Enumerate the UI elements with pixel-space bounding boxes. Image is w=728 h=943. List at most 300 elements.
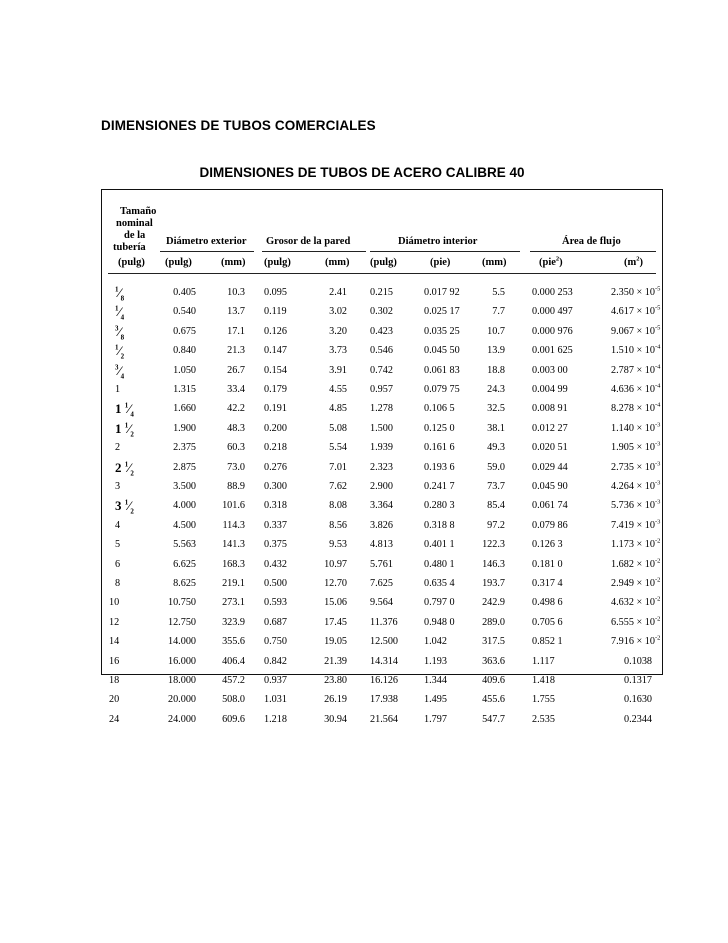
cell-int-mm: 7.7: [492, 306, 505, 318]
cell-ext-mm: 273.1: [222, 597, 245, 609]
cell-int-pie: 1.344: [424, 675, 447, 686]
cell-int-pulg: 1.939: [370, 442, 393, 454]
nominal-whole: 16: [109, 655, 120, 667]
header-rule-interior: [370, 251, 520, 252]
cell-nominal-size: [109, 618, 119, 628]
header-grosor-pared: Grosor de la pared: [266, 236, 351, 247]
area-m2-value: 0.1317: [623, 675, 652, 686]
area-m2-value: 2.787 × 10: [611, 364, 655, 376]
cell-area-m2: [611, 634, 661, 648]
cell-nominal-size: [115, 385, 120, 395]
nominal-denominator: 2: [130, 469, 134, 478]
area-m2-value: 0.1630: [623, 694, 652, 706]
cell-int-pie: 0.241 7: [424, 481, 455, 492]
cell-ext-mm: 114.3: [222, 519, 245, 531]
cell-area-m2: [611, 285, 661, 298]
cell-area-pie: 0.012 27: [532, 422, 568, 434]
cell-int-pie: 0.797 0: [424, 597, 455, 609]
cell-area-m2: [611, 307, 660, 317]
cell-int-mm: 193.7: [482, 578, 505, 589]
cell-int-pulg: 14.314: [370, 655, 399, 667]
cell-int-pie: 1.042: [424, 636, 447, 648]
unit-gros-mm: (mm): [325, 257, 350, 268]
cell-int-mm: 32.5: [487, 403, 505, 415]
cell-area-m2: [611, 404, 660, 414]
area-m2-value: 9.067 × 10: [611, 325, 655, 337]
cell-ext-pulg: 0.540: [173, 306, 196, 318]
cell-nominal-size: [115, 521, 120, 531]
cell-area-pie: 0.126 3: [532, 539, 563, 551]
cell-area-m2: [611, 615, 661, 628]
cell-area-pie: 2.535: [532, 713, 555, 725]
cell-ext-pulg: 4.000: [173, 500, 196, 512]
nominal-denominator: 4: [120, 313, 125, 322]
cell-gros-mm: 10.97: [324, 558, 347, 570]
cell-area-pie: 0.000 253: [532, 287, 573, 298]
fraction-slash: ⁄: [128, 498, 131, 514]
cell-int-mm: 38.1: [487, 422, 505, 434]
header-nominal-line-3: de la: [124, 230, 146, 241]
cell-int-mm: 85.4: [487, 500, 505, 512]
cell-area-pie: 0.061 74: [532, 500, 568, 512]
cell-gros-pulg: 1.031: [264, 694, 287, 706]
cell-int-mm: 13.9: [487, 345, 505, 357]
cell-nominal-size: [115, 443, 120, 453]
nominal-numerator: 1: [124, 421, 129, 430]
cell-int-mm: 409.6: [482, 675, 505, 686]
area-m2-exponent: -5: [654, 305, 661, 312]
cell-int-mm: 242.9: [482, 597, 505, 609]
fraction-slash: ⁄: [128, 420, 131, 436]
header-area-flujo: Área de flujo: [562, 236, 621, 247]
cell-gros-mm: 7.01: [329, 461, 347, 473]
area-m2-exponent: -5: [654, 285, 661, 293]
cell-gros-mm: 3.73: [329, 345, 347, 357]
cell-nominal-size: [115, 499, 134, 516]
cell-int-pulg: 4.813: [370, 539, 393, 551]
area-m2-exponent: -3: [654, 499, 661, 506]
cell-gros-mm: 19.05: [324, 636, 347, 648]
cell-nominal-size: [115, 344, 124, 361]
header-rule-grosor: [262, 251, 366, 252]
fraction-slash: ⁄: [118, 323, 121, 339]
cell-int-pulg: 0.546: [370, 345, 393, 357]
cell-nominal-size: [109, 695, 119, 705]
cell-int-mm: 122.3: [482, 539, 505, 551]
cell-area-m2: [611, 382, 661, 395]
cell-area-m2: [611, 460, 661, 473]
unit-int-pie: (pie): [430, 257, 451, 268]
header-rule-area: [530, 251, 656, 252]
cell-gros-mm: 21.39: [324, 655, 347, 667]
cell-ext-mm: 17.1: [227, 325, 245, 337]
cell-area-pie: 0.705 6: [532, 616, 563, 628]
cell-ext-pulg: 4.500: [173, 519, 196, 531]
unit-area-pie-label: (pie: [539, 257, 556, 268]
area-m2-value: 4.617 × 10: [611, 306, 655, 318]
cell-area-pie: 0.079 86: [532, 519, 568, 531]
cell-ext-pulg: 3.500: [173, 481, 196, 492]
cell-area-m2: [611, 324, 661, 337]
fraction-slash: ⁄: [118, 304, 121, 320]
cell-nominal-size: [115, 579, 120, 589]
cell-area-pie: 0.020 51: [532, 442, 568, 454]
nominal-denominator: 2: [130, 430, 134, 439]
cell-area-m2: [611, 598, 660, 608]
cell-int-mm: 289.0: [482, 616, 505, 628]
cell-int-pulg: 16.126: [370, 675, 399, 686]
fraction-slash: ⁄: [128, 459, 131, 475]
cell-int-mm: 5.5: [492, 287, 505, 298]
unit-int-mm: (mm): [482, 257, 507, 268]
cell-gros-mm: 3.02: [329, 306, 347, 318]
cell-ext-mm: 323.9: [222, 616, 245, 628]
cell-area-pie: 0.000 497: [532, 306, 573, 318]
cell-ext-pulg: 16.000: [167, 655, 196, 667]
cell-area-pie: 1.755: [532, 694, 555, 706]
nominal-numerator: 3: [115, 363, 119, 372]
cell-area-pie: 0.004 99: [532, 384, 568, 395]
cell-gros-pulg: 0.218: [264, 442, 287, 454]
header-diametro-interior: Diámetro interior: [398, 236, 478, 247]
cell-int-pie: 1.797: [424, 713, 447, 725]
cell-ext-pulg: 0.675: [173, 325, 196, 337]
area-m2-value: 1.510 × 10: [611, 345, 655, 357]
area-m2-exponent: -2: [654, 634, 661, 642]
cell-gros-mm: 5.54: [329, 442, 347, 454]
table-title-text: DIMENSIONES DE TUBOS DE ACERO CALIBRE 40: [199, 165, 525, 180]
cell-ext-pulg: 18.000: [167, 675, 196, 686]
cell-int-mm: 59.0: [487, 461, 505, 473]
nominal-whole: 3: [115, 481, 121, 492]
cell-nominal-size: [115, 364, 124, 381]
cell-ext-pulg: 1.315: [173, 384, 196, 395]
pipe-dimensions-table: [101, 189, 663, 725]
cell-gros-mm: 5.08: [329, 422, 347, 434]
area-m2-value: 2.949 × 10: [611, 578, 655, 589]
cell-int-mm: 146.3: [482, 558, 505, 570]
cell-int-pulg: 12.500: [370, 636, 399, 648]
header-bottom-rule: [108, 273, 656, 274]
area-m2-exponent: -3: [654, 460, 661, 468]
cell-ext-mm: 101.6: [222, 500, 245, 512]
cell-ext-mm: 21.3: [227, 345, 245, 357]
cell-gros-pulg: 0.500: [264, 578, 287, 589]
cell-area-pie: 0.029 44: [532, 461, 568, 473]
cell-gros-mm: 3.91: [329, 364, 347, 376]
cell-int-pulg: 0.423: [370, 325, 393, 337]
cell-gros-pulg: 0.593: [264, 597, 287, 609]
cell-nominal-size: [115, 305, 124, 322]
unit-area-m: $(m^2)$: [624, 255, 643, 268]
cell-ext-mm: 10.3: [227, 287, 245, 298]
cell-int-pie: 0.045 50: [424, 345, 460, 357]
cell-int-pie: 0.106 5: [424, 403, 455, 415]
unit-nominal: (pulg): [118, 257, 145, 268]
cell-int-pulg: 17.938: [370, 694, 399, 706]
cell-int-pie: 0.280 3: [424, 500, 455, 512]
cell-ext-pulg: 8.625: [173, 578, 196, 589]
cell-int-pie: 0.161 6: [424, 442, 455, 454]
nominal-denominator: 4: [120, 372, 125, 381]
cell-ext-mm: 33.4: [227, 384, 245, 395]
cell-ext-pulg: 20.000: [167, 694, 196, 706]
header-nominal-line-4: tubería: [113, 242, 146, 253]
area-m2-exponent: -3: [654, 479, 661, 487]
cell-ext-pulg: 5.563: [173, 539, 196, 551]
nominal-whole: 14: [109, 636, 120, 648]
area-m2-exponent: -4: [654, 382, 661, 390]
cell-area-m2: [611, 363, 661, 376]
nominal-whole: 4: [115, 519, 121, 531]
nominal-whole: 1: [115, 401, 122, 417]
nominal-whole: 3: [115, 498, 122, 514]
cell-ext-mm: 508.0: [222, 694, 245, 706]
cell-ext-pulg: 2.375: [173, 442, 196, 454]
header-nominal-line-2: nominal: [116, 218, 153, 229]
cell-gros-mm: 7.62: [329, 481, 347, 492]
cell-int-pie: 0.401 1: [424, 539, 455, 551]
cell-int-pulg: 21.564: [370, 713, 399, 725]
cell-int-mm: 10.7: [487, 325, 505, 337]
cell-nominal-size: [115, 325, 124, 342]
cell-int-pie: 1.193: [424, 655, 447, 667]
nominal-whole: 20: [109, 694, 120, 706]
cell-int-pulg: 0.215: [370, 287, 393, 298]
cell-gros-mm: 3.20: [329, 325, 347, 337]
cell-gros-mm: 15.06: [324, 597, 347, 609]
area-m2-exponent: -5: [654, 324, 661, 332]
area-m2-value: 6.555 × 10: [611, 616, 655, 628]
cell-area-m2: [611, 440, 661, 454]
nominal-whole: 6: [115, 558, 121, 570]
area-m2-value: 2.350 × 10: [611, 287, 655, 298]
nominal-denominator: 8: [120, 294, 125, 303]
cell-int-pie: 1.495: [424, 694, 447, 706]
nominal-whole: 2: [115, 442, 121, 454]
area-m2-value: 1.140 × 10: [611, 422, 655, 434]
cell-int-pulg: 0.742: [370, 364, 393, 376]
cell-int-pie: 0.017 92: [424, 287, 460, 298]
cell-ext-mm: 13.7: [227, 306, 245, 318]
header-nominal-line-1: Tamaño: [120, 206, 157, 217]
area-m2-value: 0.2344: [623, 713, 652, 725]
cell-gros-mm: 30.94: [324, 713, 347, 725]
nominal-whole: 5: [115, 539, 121, 551]
area-m2-exponent: -4: [654, 363, 661, 371]
cell-ext-mm: 609.6: [222, 713, 245, 725]
cell-area-pie: 0.000 976: [532, 325, 573, 337]
area-m2-exponent: -3: [654, 518, 661, 526]
nominal-whole: 1: [115, 384, 121, 395]
cell-int-mm: 97.2: [487, 519, 505, 531]
cell-gros-pulg: 0.750: [264, 636, 287, 648]
cell-gros-mm: 4.55: [329, 384, 347, 395]
cell-int-pulg: 0.957: [370, 384, 393, 395]
cell-int-pulg: 2.900: [370, 481, 393, 492]
fraction-slash: ⁄: [118, 285, 121, 300]
area-m2-exponent: -2: [654, 537, 661, 545]
nominal-whole: 12: [109, 616, 120, 628]
area-m2-exponent: -4: [654, 343, 661, 351]
cell-ext-pulg: 2.875: [173, 461, 196, 473]
area-m2-value: 5.736 × 10: [611, 500, 655, 512]
nominal-numerator: 1: [124, 402, 129, 411]
area-m2-value: 4.264 × 10: [611, 481, 655, 492]
unit-area-m-exponent: 2: [636, 255, 640, 263]
cell-area-m2: [611, 479, 661, 492]
cell-gros-mm: 23.80: [324, 675, 347, 686]
cell-nominal-size: [115, 286, 124, 303]
area-m2-value: 1.173 × 10: [611, 539, 655, 551]
cell-gros-mm: 26.19: [324, 694, 347, 706]
area-m2-exponent: -2: [654, 615, 661, 623]
cell-area-pie: 1.418: [532, 675, 555, 686]
cell-area-pie: 0.852 1: [532, 636, 563, 648]
cell-area-m2: [611, 557, 661, 570]
cell-gros-pulg: 0.179: [264, 384, 287, 395]
cell-gros-pulg: 1.218: [264, 713, 287, 725]
cell-int-mm: 363.6: [482, 655, 505, 667]
cell-nominal-size: [115, 482, 120, 492]
cell-area-pie: 0.045 90: [532, 481, 568, 492]
cell-ext-mm: 88.9: [227, 481, 245, 492]
nominal-whole: 2: [115, 459, 122, 475]
nominal-numerator: 1: [115, 343, 119, 352]
cell-int-pulg: 3.826: [370, 519, 393, 531]
unit-area-pie-exponent: 2: [555, 255, 560, 263]
nominal-denominator: 4: [130, 410, 134, 419]
cell-ext-mm: 42.2: [227, 403, 245, 415]
cell-area-pie: 0.003 00: [532, 364, 568, 376]
cell-gros-pulg: 0.191: [264, 403, 287, 415]
cell-gros-pulg: 0.276: [264, 461, 287, 473]
cell-int-pie: 0.318 8: [424, 519, 455, 531]
cell-ext-pulg: 14.000: [167, 636, 196, 648]
cell-gros-pulg: 0.375: [264, 539, 287, 551]
cell-int-pie: 0.480 1: [424, 558, 455, 570]
cell-ext-pulg: 1.050: [173, 364, 196, 376]
cell-gros-mm: 9.53: [329, 539, 347, 551]
cell-ext-pulg: 0.405: [173, 287, 196, 298]
cell-ext-mm: 168.3: [222, 558, 245, 570]
cell-nominal-size: [109, 657, 119, 667]
cell-ext-mm: 26.7: [227, 364, 245, 376]
area-m2-exponent: -2: [654, 557, 661, 565]
cell-int-mm: 455.6: [482, 694, 505, 706]
cell-int-pulg: 7.625: [370, 578, 393, 589]
cell-nominal-size: [109, 598, 119, 608]
cell-ext-pulg: 6.625: [173, 558, 196, 570]
cell-gros-pulg: 0.687: [264, 616, 287, 628]
cell-ext-mm: 457.2: [222, 675, 245, 686]
fraction-slash: ⁄: [118, 362, 121, 378]
cell-int-pie: 0.035 25: [424, 325, 460, 337]
cell-ext-pulg: 10.750: [167, 597, 196, 609]
cell-int-pulg: 9.564: [370, 597, 393, 609]
cell-int-mm: 547.7: [482, 713, 505, 725]
cell-gros-pulg: 0.126: [264, 325, 287, 337]
cell-int-pulg: 2.323: [370, 461, 393, 473]
nominal-whole: 18: [109, 675, 120, 686]
cell-ext-pulg: 24.000: [167, 713, 196, 725]
nominal-numerator: 3: [115, 324, 119, 333]
cell-gros-mm: 17.45: [324, 616, 347, 628]
cell-int-pulg: 1.500: [370, 422, 393, 434]
cell-int-pie: 0.193 6: [424, 461, 455, 473]
cell-int-pie: 0.061 83: [424, 364, 460, 376]
nominal-whole: 10: [109, 597, 120, 609]
cell-ext-mm: 355.6: [222, 636, 245, 648]
cell-int-mm: 18.8: [487, 364, 505, 376]
nominal-whole: 8: [115, 578, 121, 589]
header-diametro-exterior: Diámetro exterior: [166, 236, 247, 247]
cell-area-pie: 0.498 6: [532, 597, 563, 609]
area-m2-exponent: -3: [654, 440, 661, 448]
cell-nominal-size: [115, 422, 134, 439]
cell-area-m2: [611, 421, 661, 434]
cell-gros-pulg: 0.318: [264, 500, 287, 512]
cell-area-pie: 0.001 625: [532, 345, 573, 357]
area-m2-value: 7.419 × 10: [611, 519, 655, 531]
cell-nominal-size: [109, 715, 119, 725]
cell-gros-pulg: 0.200: [264, 422, 287, 434]
area-m2-exponent: -3: [654, 421, 661, 429]
cell-int-pie: 0.025 17: [424, 306, 460, 318]
cell-area-pie: 0.008 91: [532, 403, 568, 415]
cell-nominal-size: [115, 461, 134, 478]
cell-gros-mm: 2.41: [329, 287, 347, 298]
cell-gros-pulg: 0.432: [264, 558, 287, 570]
cell-area-m2: [611, 576, 661, 589]
cell-ext-mm: 219.1: [222, 578, 245, 589]
area-m2-value: 7.916 × 10: [611, 636, 655, 648]
cell-area-pie: 0.181 0: [532, 558, 563, 570]
cell-int-pie: 0.125 0: [424, 422, 455, 434]
cell-ext-pulg: 0.840: [173, 345, 196, 357]
area-m2-value: 2.735 × 10: [611, 461, 655, 473]
cell-ext-mm: 406.4: [222, 655, 245, 667]
cell-gros-pulg: 0.842: [264, 655, 287, 667]
table-title: [0, 165, 728, 180]
cell-gros-pulg: 0.154: [264, 364, 287, 376]
page-title: DIMENSIONES DE TUBOS COMERCIALES: [101, 118, 376, 133]
nominal-numerator: 1: [124, 499, 129, 508]
area-m2-exponent: -2: [654, 596, 661, 603]
cell-gros-pulg: 0.937: [264, 675, 287, 686]
cell-int-pulg: 1.278: [370, 403, 393, 415]
header-rule-exterior: [160, 251, 254, 252]
nominal-numerator: 1: [115, 305, 119, 314]
fraction-slash: ⁄: [128, 401, 131, 417]
cell-area-pie: 1.117: [532, 655, 555, 667]
cell-ext-mm: 141.3: [222, 539, 245, 551]
nominal-denominator: 2: [120, 352, 125, 361]
unit-gros-pulg: (pulg): [264, 257, 291, 268]
nominal-whole: 24: [109, 713, 120, 725]
cell-int-mm: 24.3: [487, 384, 505, 395]
cell-int-pulg: 3.364: [370, 500, 393, 512]
cell-ext-pulg: 1.660: [173, 403, 196, 415]
area-m2-value: 0.1038: [623, 655, 652, 667]
area-m2-exponent: -2: [654, 576, 661, 584]
cell-ext-pulg: 12.750: [167, 616, 196, 628]
cell-ext-mm: 73.0: [227, 461, 245, 473]
cell-area-pie: 0.317 4: [532, 578, 563, 589]
cell-int-pie: 0.079 75: [424, 384, 460, 395]
cell-nominal-size: [109, 676, 119, 686]
cell-int-mm: 317.5: [482, 636, 505, 648]
